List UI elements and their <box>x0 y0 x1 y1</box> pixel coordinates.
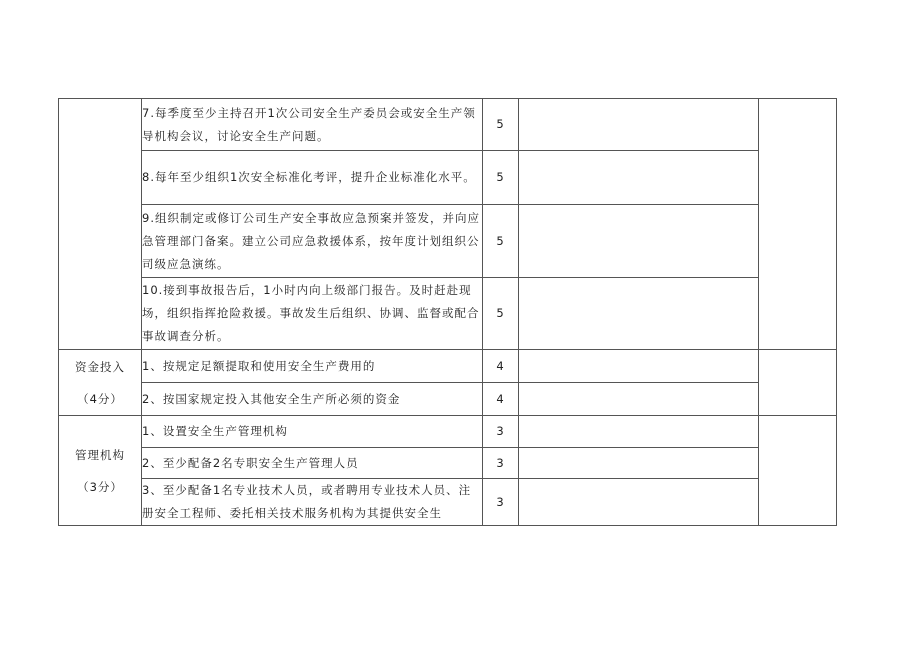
score-cell: 4 <box>483 383 519 416</box>
item-text: 2、至少配备2名专职安全生产管理人员 <box>142 448 483 479</box>
category-cell <box>59 350 142 416</box>
score-cell: 3 <box>483 479 519 526</box>
item-text: 7.每季度至少主持召开1次公司安全生产委员会或安全生产领导机构会议，讨论安全生产问题。 <box>142 99 483 151</box>
item-text: 1、按规定足额提取和使用安全生产费用的 <box>142 350 483 383</box>
item-text: 3、至少配备1名专业技术人员，或者聘用专业技术人员、注册安全工程师、委托相关技术服务机构为其提供安全生 <box>142 479 483 526</box>
table-row <box>59 416 837 448</box>
category-name: 管理机构 <box>75 447 125 462</box>
evaluation-cell <box>519 416 759 448</box>
item-text: 2、按国家规定投入其他安全生产所必须的资金 <box>142 383 483 416</box>
remark-cell <box>759 99 837 350</box>
category-cell <box>59 416 142 526</box>
score-cell: 5 <box>483 151 519 205</box>
remark-cell <box>759 350 837 416</box>
remark-cell <box>759 416 837 526</box>
table-row <box>59 99 837 151</box>
category-score: （3分） <box>77 479 123 494</box>
assessment-table <box>58 98 837 526</box>
item-text: 1、设置安全生产管理机构 <box>142 416 483 448</box>
score-cell: 4 <box>483 350 519 383</box>
table-row <box>59 448 837 479</box>
evaluation-cell <box>519 448 759 479</box>
score-cell: 3 <box>483 416 519 448</box>
category-name: 资金投入 <box>75 359 125 374</box>
evaluation-cell <box>519 151 759 205</box>
category-score: （4分） <box>77 391 123 406</box>
category-cell <box>59 99 142 350</box>
item-text: 10.接到事故报告后，1小时内向上级部门报告。及时赶赴现场，组织指挥抢险救援。事故发生后组织、协调、监督或配合事故调查分析。 <box>142 278 483 350</box>
score-cell: 5 <box>483 205 519 278</box>
evaluation-cell <box>519 479 759 526</box>
evaluation-cell <box>519 99 759 151</box>
table-row <box>59 350 837 383</box>
table-row <box>59 383 837 416</box>
table-row <box>59 205 837 278</box>
table-row <box>59 479 837 526</box>
evaluation-cell <box>519 383 759 416</box>
table-row <box>59 151 837 205</box>
item-text: 8.每年至少组织1次安全标准化考评，提升企业标准化水平。 <box>142 151 483 205</box>
evaluation-cell <box>519 278 759 350</box>
table-row <box>59 278 837 350</box>
score-cell: 3 <box>483 448 519 479</box>
evaluation-cell <box>519 205 759 278</box>
item-text: 9.组织制定或修订公司生产安全事故应急预案并签发，并向应急管理部门备案。建立公司应急救援体系，按年度计划组织公司级应急演练。 <box>142 205 483 278</box>
score-cell: 5 <box>483 99 519 151</box>
evaluation-cell <box>519 350 759 383</box>
score-cell: 5 <box>483 278 519 350</box>
